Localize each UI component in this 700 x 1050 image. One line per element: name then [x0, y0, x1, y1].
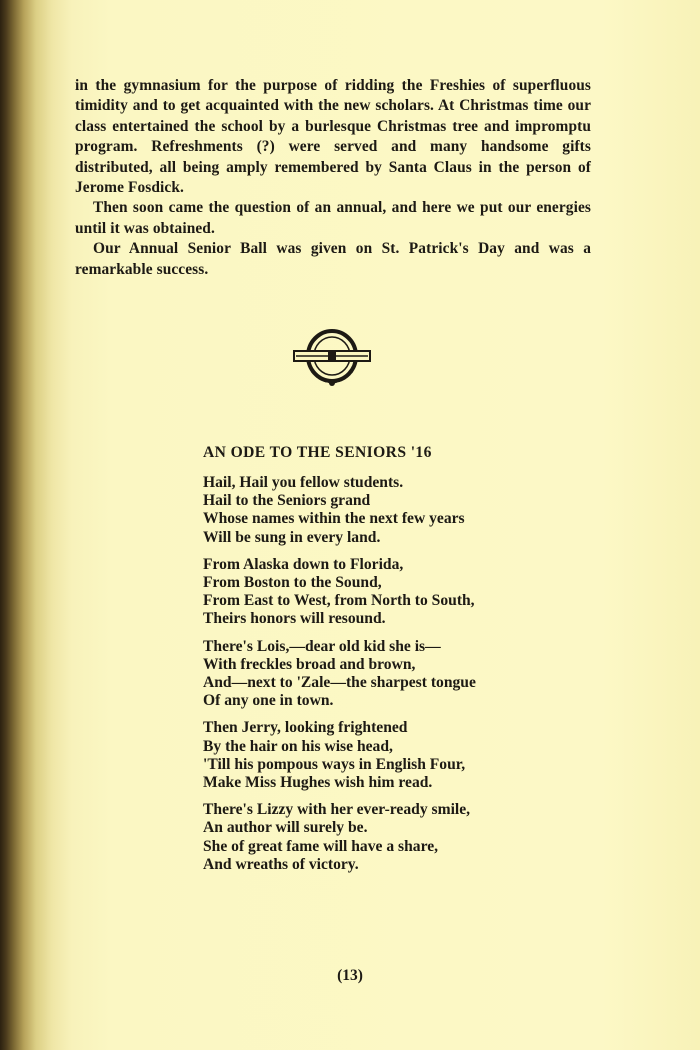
- poem-line: From East to West, from North to South,: [203, 592, 475, 610]
- poem-stanza-4: [203, 719, 583, 792]
- poem-line: Theirs honors will resound.: [203, 610, 386, 628]
- poem-line: From Boston to the Sound,: [203, 574, 382, 592]
- prose-paragraph-3: Our Annual Senior Ball was given on St. Patrick's Day and was a remarkable success.: [75, 240, 591, 278]
- poem-title: AN ODE TO THE SENIORS '16: [203, 444, 432, 461]
- poem-stanza-3: [203, 638, 583, 711]
- poem-line: Then Jerry, looking frightened: [203, 719, 408, 737]
- poem-line: There's Lizzy with her ever-ready smile,: [203, 801, 471, 819]
- wreath-emblem-icon: [292, 323, 372, 389]
- poem-line: An author will surely be.: [203, 819, 368, 837]
- poem-line: Hail, Hail you fellow students.: [203, 474, 404, 491]
- poem-line: From Alaska down to Florida,: [203, 555, 404, 573]
- poem-stanza-5: [203, 801, 583, 874]
- poem-line: There's Lois,—dear old kid she is—: [203, 637, 441, 655]
- poem-line: Make Miss Hughes wish him read.: [203, 774, 433, 792]
- poem-line: Hail to the Seniors grand: [203, 492, 371, 510]
- prose-paragraph-2: Then soon came the question of an annual, and here we put our energies until it was obtained.: [75, 199, 591, 237]
- poem-line: She of great fame will have a share,: [203, 837, 439, 855]
- poem-line: Of any one in town.: [203, 692, 334, 710]
- poem-stanza-2: [203, 556, 583, 629]
- prose-paragraph-1: in the gymnasium for the purpose of ridding the Freshies of superfluous timidity and to get acquainted with the new scholars. At Christmas time our class entertained the school by a burlesque Christmas tree and impromptu program. Refreshments (?) were served and many handsome gifts distributed, all being amply remembered by Santa Claus in the person of Jerome Fosdick.: [75, 77, 591, 197]
- poem-line: Will be sung in every land.: [203, 528, 381, 546]
- poem-stanza-1: [203, 474, 583, 547]
- poem-line: And wreaths of victory.: [203, 855, 359, 873]
- poem: [203, 443, 583, 883]
- page-number: (13): [337, 967, 363, 984]
- prose-section: [75, 76, 591, 280]
- poem-line: Whose names within the next few years: [203, 510, 465, 528]
- poem-line: With freckles broad and brown,: [203, 655, 416, 673]
- poem-line: And—next to 'Zale—the sharpest tongue: [203, 674, 476, 692]
- poem-line: 'Till his pompous ways in English Four,: [203, 755, 466, 773]
- poem-line: By the hair on his wise head,: [203, 737, 393, 755]
